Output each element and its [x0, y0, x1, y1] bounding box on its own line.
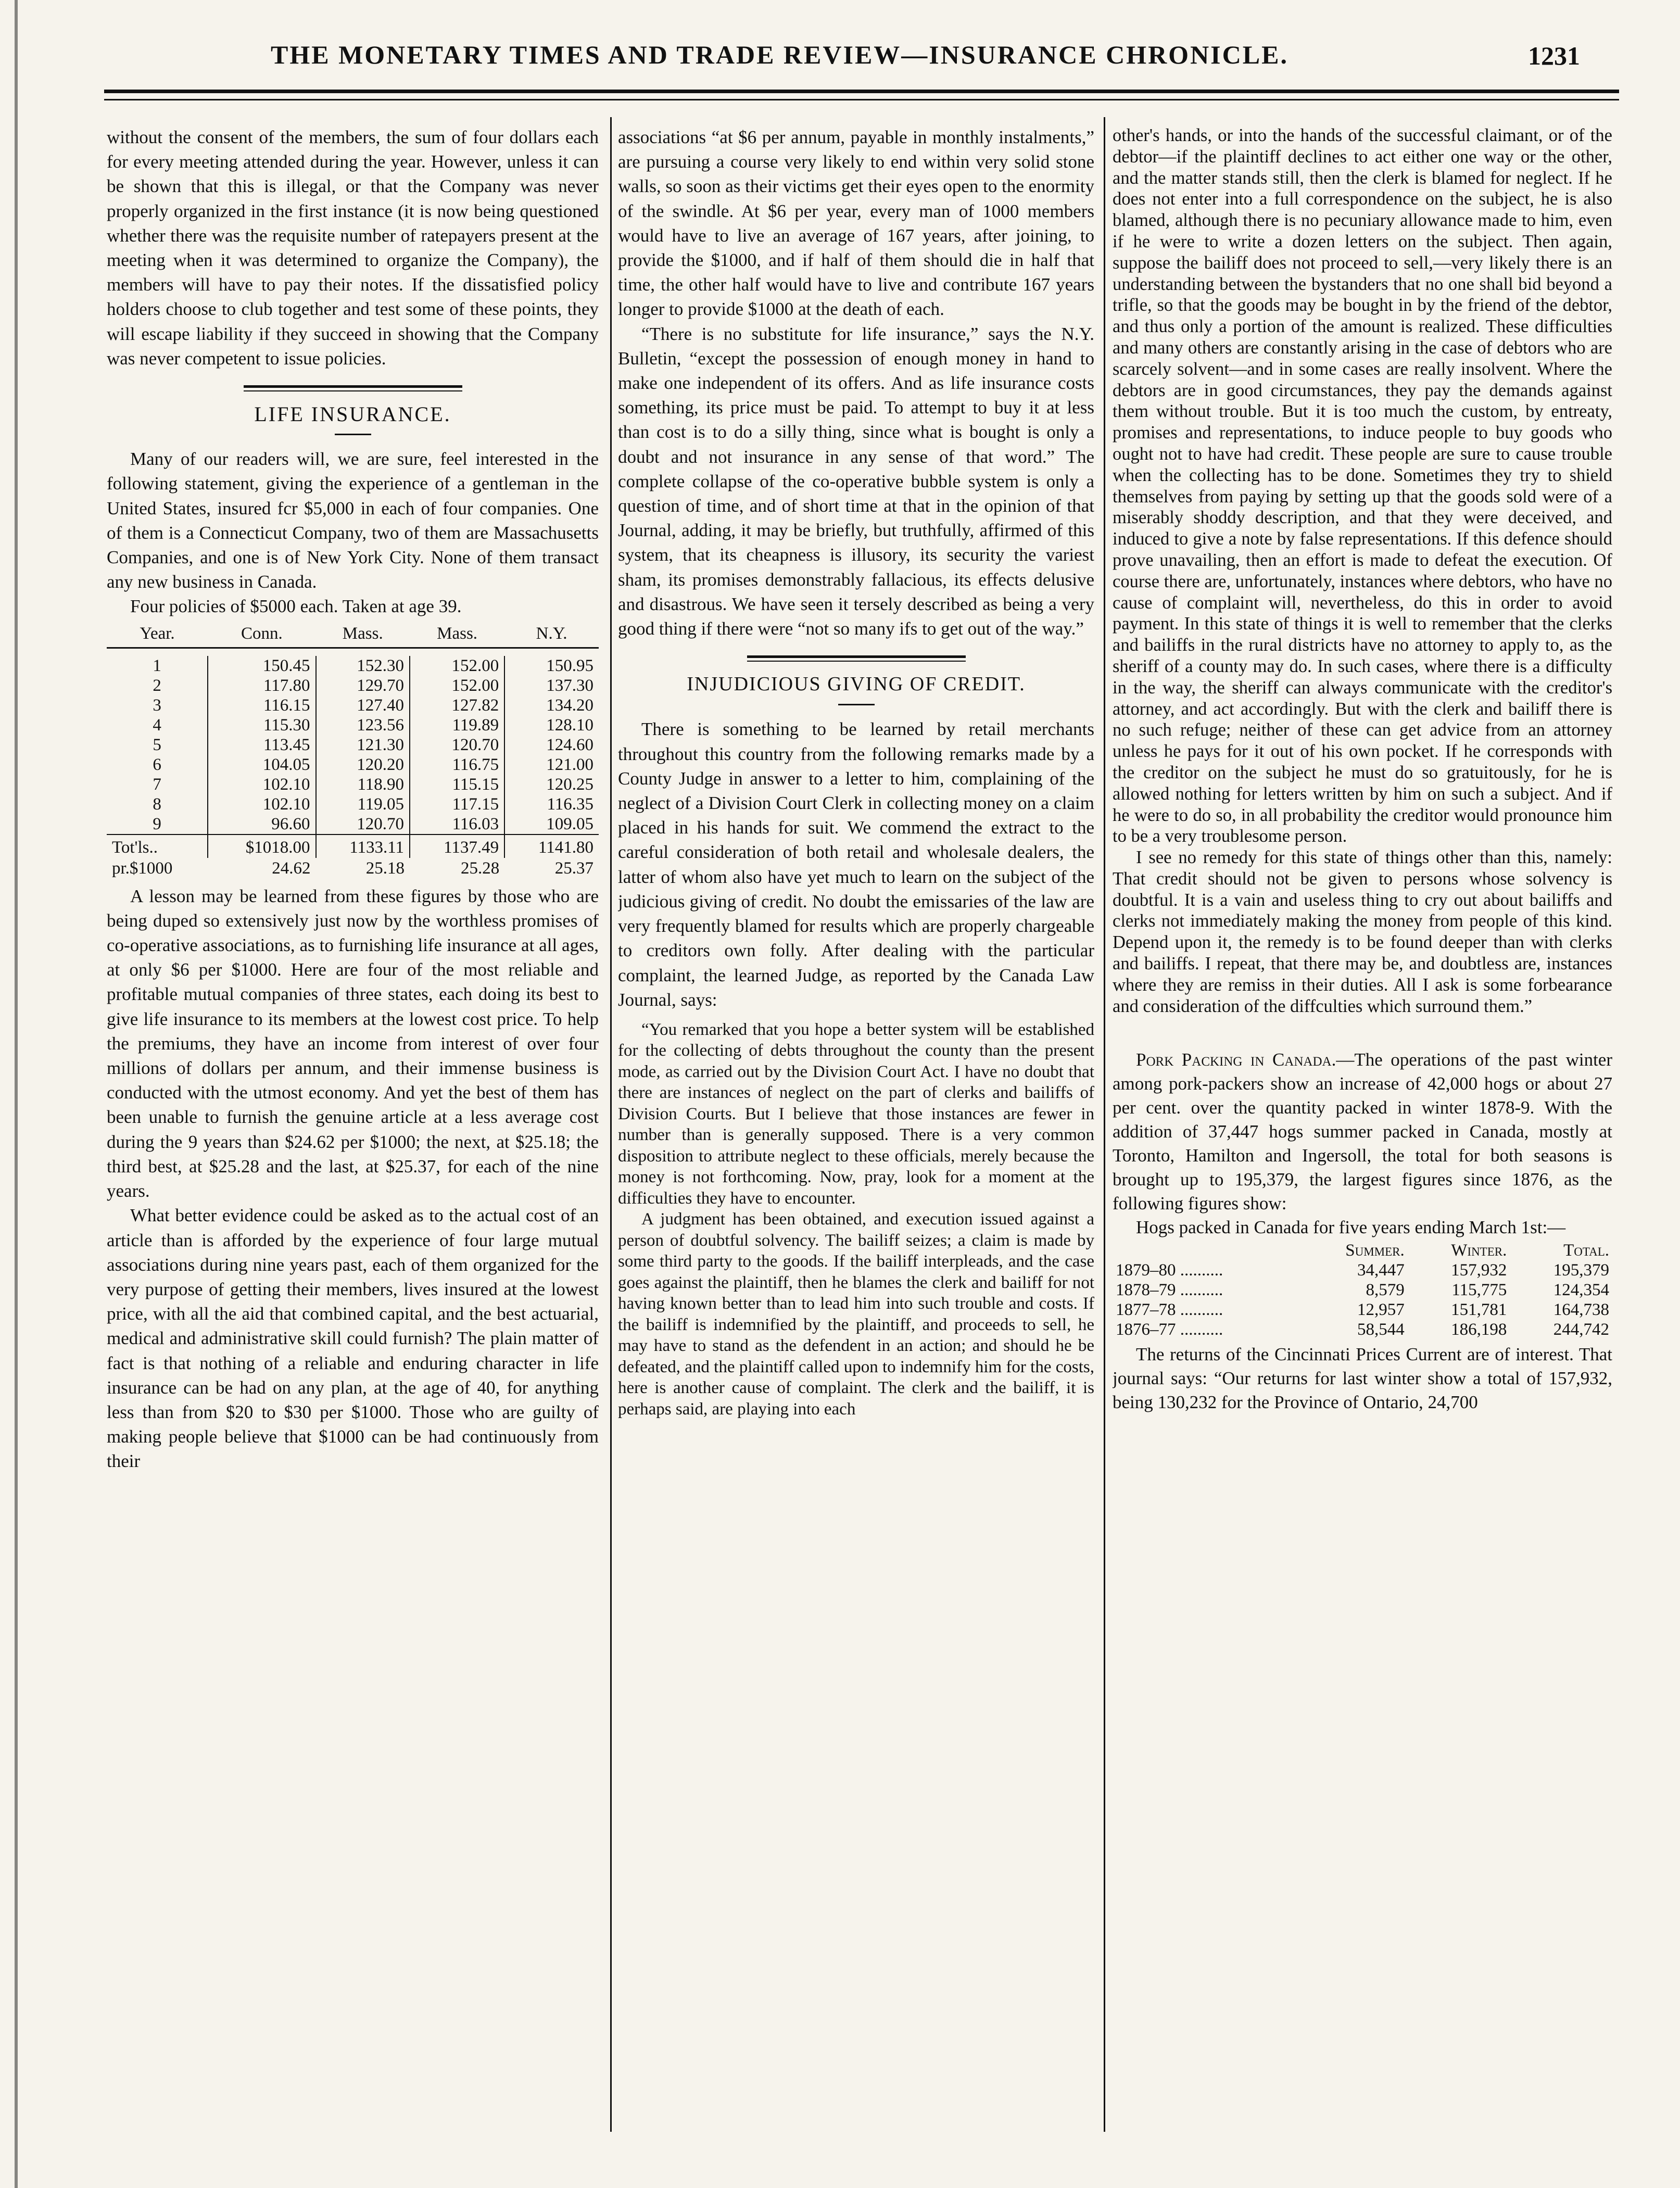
col1-paragraph-2: A lesson may be learned from these figures by those who are being duped so extensively just now by the worthless promises of co-operative associations, as to furnishing life insurance at all ages, at only $6 per $1000. Here are four of the most reliable and profitable mutual companies of three states, each doing its best to give life insurance to its members at the lowest cost price. To help the premiums, they have an income from interest of over four millions of dollars per annum, and their immense business is conducted with the utmost economy. And yet the best of them has been unable to furnish the genuine article at a less average cost during the 9 years than $24.62 per $1000; the next, at $25.18; the third best, at $25.28 and the last, at $25.37, for each of the nine years. — [107, 886, 599, 1201]
hogs-header-summer: Summer. — [1345, 1241, 1405, 1260]
pork-packing-lead: Pork Packing in Canada. — [1136, 1049, 1336, 1070]
table-header-conn: Conn. — [208, 622, 315, 648]
table-row: 7 102.10 118.90 115.15 120.25 — [107, 775, 599, 794]
column-1 — [107, 125, 599, 2155]
table-header-year: Year. — [107, 622, 208, 648]
column-2 — [618, 125, 1094, 2155]
table-header-mass-1: Mass. — [316, 622, 410, 648]
col2-quote-1: “You remarked that you hope a better system will be established for the collecting of debts throughout the county than the present mode, as carried out by the Division Court Act. I have no doubt that there are instances of neglect on the part of clerks and bailiffs of Division Courts. But I believe that those instances are fewer in number than is generally supposed. There is a very common disposition to attribute neglect to these officials, merely because the money is not forthcoming. Now, pray, look for a moment at the difficulties they have to encounter. — [618, 1020, 1094, 1208]
col3-paragraph-1: other's hands, or into the hands of the successful claimant, or of the debtor—if the plaintiff declines to act either one way or the other, and the matter stands still, then the clerk is blamed for neglect. If he does not enter into a full correspondence on the subject, he is also blamed, although there is no pecuniary allowance made to him, even if he were to write a dozen letters on the subject. Then again, suppose the bailiff does not proceed to sell,—very likely there is an understanding between the bystanders that no one shall bid beyond a trifle, so that the goods may be bought in by the friend of the debtor, and thus only a portion of the amount is realized. These difficulties and many others are constantly arising in the case of debtors who are scarcely solvent—and in some cases are really insolvent. Where the debtors are in good circumstances, they pay the demands against them without trouble. But it is too much the custom, by entreaty, promises and representations, to induce people to buy goods who ought not to have had credit. These people are sure to cause trouble when the collecting has to be done. Sometimes they try to shield themselves from paying by setting up that the goods sold were of a miserably shoddy description, and that they were deceived, and induced to give a note by false representations. If this defence should prove unavailing, then an effort is made to defeat the execution. Of course there are, unfortunately, instances where debtors, who have no cause of complaint will, nevertheless, do this in order to avoid payment. In this state of things it is well to remember that the clerks and bailiffs in the rural districts have no attorney to apply to, as the sheriff of a county may do. In such cases, where there is a difficulty in the way, the sheriff can always communicate with the creditor's attorney, and act accordingly. But with the clerk and bailiff there is no such refuge; neither of these can get advice from an attorney unless he pays for it out of his own pocket. If he corresponds with the creditor on the subject he must do so gratuitously, for he is allowed nothing for letters written by him on such a subject. And if he were to do so, in all probability the creditor would pronounce him to be a very troublesome person. — [1113, 125, 1612, 846]
life-insurance-table — [107, 622, 599, 879]
section-separator — [747, 655, 966, 662]
table-row: 1 150.45 152.30 152.00 150.95 — [107, 656, 599, 676]
header-rule-thin — [104, 99, 1619, 100]
table-row: 1877–78 .......... 12,957 151,781 164,738 — [1116, 1300, 1609, 1320]
col3-paragraph-2: I see no remedy for this state of things other than this, namely: That credit should not be given to persons whose solvency is doubtful. It is a vain and useless thing to cry out about bailiffs and clerks not immediately making the money from people of this kind. Depend upon it, the remedy is to be found deeper than with clerks and bailiffs. I repeat, that there may be, and doubtless are, instances where they are remiss in their duties. All I ask is some forbearance and consideration of the diffculties which surround them.” — [1113, 848, 1612, 1016]
table-row: 8 102.10 119.05 117.15 116.35 — [107, 794, 599, 814]
column-divider-1 — [610, 117, 612, 2132]
col1-life-paragraph: Many of our readers will, we are sure, feel interested in the following statement, giving the experience of a gentleman in the United States, insured fcr $5,000 in each of four companies. One of them is a Connecticut Company, two of them are Massachusetts Companies, and one is of New York City. None of them transact any new business in Canada. — [107, 449, 599, 592]
table-row: 1878–79 .......... 8,579 115,775 124,354 — [1116, 1281, 1609, 1300]
page-header: THE MONETARY TIMES AND TRADE REVIEW—INSURANCE CHRONICLE. — [271, 40, 1289, 69]
table-row: 1879–80 .......... 34,447 157,932 195,379 — [1116, 1261, 1609, 1280]
hogs-intro: Hogs packed in Canada for five years ending March 1st:— — [1136, 1217, 1566, 1238]
heading-dash — [838, 704, 875, 705]
table-row: 4 115.30 123.56 119.89 128.10 — [107, 715, 599, 735]
column-3 — [1113, 125, 1612, 2155]
binding-edge — [15, 0, 18, 2188]
life-insurance-heading: LIFE INSURANCE. — [254, 402, 451, 426]
hogs-header-winter: Winter. — [1451, 1241, 1507, 1260]
heading-dash — [335, 434, 371, 435]
table-header-mass-2: Mass. — [410, 622, 504, 648]
col2-paragraph-1: associations “at $6 per annum, payable in monthly instalments,” are pursuing a course very likely to end within very solid stone walls, so soon as their victims get their eyes open to the enormity of the swindle. At $6 per year, every man of 1000 members would have to live an average of 167 years, after joining, to provide the $1000, and if half of them should die in half that time, the other half would have to live and contribute 167 years longer to provide $1000 at the death of each. — [618, 127, 1094, 320]
col1-paragraph-3: What better evidence could be asked as to the actual cost of an article than is afforded by the experience of four large mutual associations during nine years past, each of them organized for the very purpose of getting their members, lives insured at the lowest price, with all the aid that combined capital, and the best actuarial, medical and administrative skill could furnish? The plain matter of fact is that nothing of a reliable and enduring character in life insurance can be had on any plan, at the age of 40, for anything less than from $20 to $30 per $1000. Those who are guilty of making people believe that $1000 can be had continuously from their — [107, 1205, 599, 1472]
table-row: 6 104.05 120.20 116.75 121.00 — [107, 755, 599, 775]
hogs-table — [1113, 1241, 1612, 1339]
credit-heading: INJUDICIOUS GIVING OF CREDIT. — [687, 673, 1026, 695]
col1-paragraph-1: without the consent of the members, the sum of four dollars each for every meeting attended during the year. However, unless it can be shown that this is illegal, or that the Company was never properly organized in the first instance (it is now being questioned whether there was the requisite number of ratepayers present at the meeting when it was determined to organize the Company), the members will have to pay their notes. If the dissatisfied policy holders choose to club together and test some of these points, they will escape liability if they succeed in showing that the Company was never competent to issue policies. — [107, 127, 599, 369]
col2-paragraph-2: “There is no substitute for life insurance,” says the N.Y. Bulletin, “except the possession of enough money in hand to make one independent of its offers. And as life insurance costs something, its price must be paid. To attempt to buy it at less than cost is to do a silly thing, since what is bought is only a doubt and not insurance in any sense of that word.” The complete collapse of the co-operative bubble system is only a question of time, and of short time at that in the opinion of that Journal, adding, it may be briefly, but truthfully, affirmed of this system, that its cheapness is illusory, its security the variest sham, its promises demonstrably fallacious, its effects delusive and disastrous. We have seen it tersely described as being a very good thing if there were “not so many ifs to get out of the way.” — [618, 323, 1094, 639]
col2-paragraph-3: There is something to be learned by retail merchants throughout this country from the following remarks made by a County Judge in answer to a letter to him, complaining of the neglect of a Division Court Clerk in collecting money on a claim placed in his hands for suit. We commend the extract to the careful consideration of both retail and wholesale dealers, the latter of whom also have yet much to learn on the subject of the judicious giving of credit. No doubt the emissaries of the law are very frequently blamed for results which are properly chargeable to creditors own folly. After dealing with the particular complaint, the learned Judge, as reported by the Canada Law Journal, says: — [618, 719, 1094, 1010]
column-divider-2 — [1104, 117, 1105, 2132]
table-row: 2 117.80 129.70 152.00 137.30 — [107, 676, 599, 695]
section-separator — [244, 385, 462, 391]
col2-quote-2: A judgment has been obtained, and execution issued against a person of doubtful solvency. The bailiff seizes; a claim is made by some third party to the goods. If the bailiff interpleads, and the case goes against the plaintiff, then he blames the clerk and bailiff for not having known better than to lead him into such trouble and costs. If the bailiff is indemnified by the plaintiff, and proceeds to sell, he may have to stand as the defendent in an action; and should he be defeated, and the plaintiff called upon to indemnify him for the costs, here is another cause of complaint. The clerk and the bailiff, it is perhaps said, are playing into each — [618, 1210, 1094, 1419]
pork-packing-text: —The operations of the past winter among pork-packers show an increase of 42,000 hogs or about 27 per cent. over the quantity packed in winter 1878-9. With the addition of 37,447 hogs summer packed in Canada, mostly at Toronto, Hamilton and Ingersoll, the total for both seasons is brought up to 195,379, the largest figures since 1876, as the following figures show: — [1113, 1049, 1612, 1214]
col3-paragraph-3: The returns of the Cincinnati Prices Current are of interest. That journal says: “Our returns for last winter show a total of 157,932, being 130,232 for the Province of Ontario, 24,700 — [1113, 1344, 1612, 1413]
hogs-header-total: Total. — [1563, 1241, 1609, 1260]
table-totals-row: Tot'ls.. $1018.00 1133.11 1137.49 1141.80 — [107, 834, 599, 858]
page-number: 1231 — [1528, 41, 1580, 70]
table-row: 9 96.60 120.70 116.03 109.05 — [107, 814, 599, 834]
header-rule-thick — [104, 90, 1619, 93]
pork-packing-paragraph — [1113, 1048, 1612, 1216]
table-row: 3 116.15 127.40 127.82 134.20 — [107, 695, 599, 715]
table-header-ny: N.Y. — [504, 622, 599, 648]
table-row: 1876–77 .......... 58,544 186,198 244,742 — [1116, 1320, 1609, 1339]
table-row: 5 113.45 121.30 120.70 124.60 — [107, 735, 599, 755]
table-per-thousand-row: pr.$1000 24.62 25.18 25.28 25.37 — [112, 858, 593, 878]
table-intro: Four policies of $5000 each. Taken at age 39. — [130, 596, 462, 617]
